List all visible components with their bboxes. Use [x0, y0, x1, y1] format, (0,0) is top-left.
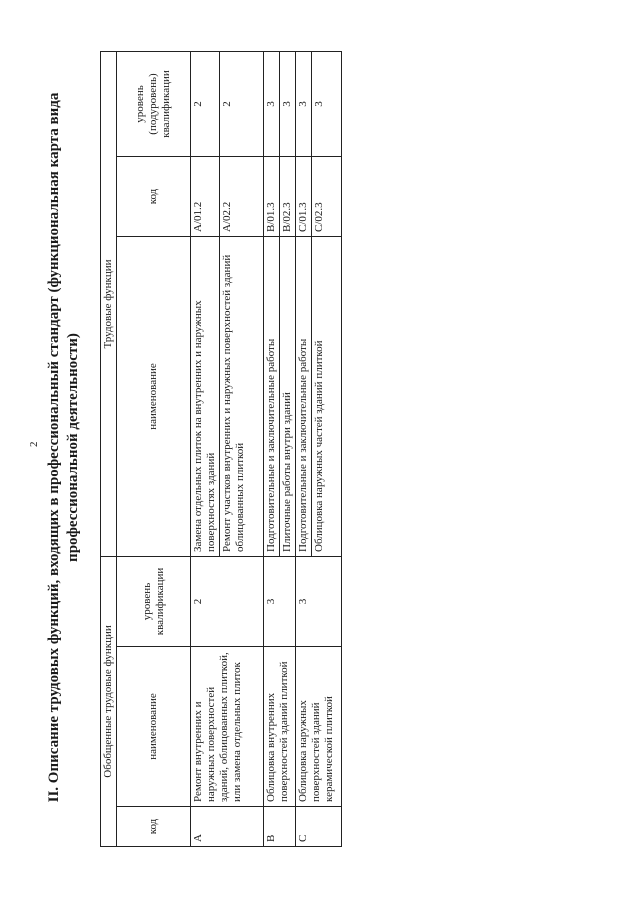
group-level: 2 [191, 556, 264, 646]
function-level: 3 [264, 51, 280, 156]
col-header-level: уровень квалификации [117, 556, 191, 646]
group-name: Облицовка наружных поверхностей зданий керамической плиткой [296, 647, 342, 807]
header-row-1 [101, 51, 117, 846]
function-level: 3 [312, 51, 342, 156]
function-code: B/01.3 [264, 156, 280, 236]
functional-map-table [100, 51, 342, 847]
function-code: A/01.2 [191, 156, 220, 236]
group-name: Облицовка внутренних поверхностей зданий плиткой [264, 647, 296, 807]
col-header-sublevel: уровень (подуровень) квалификации [117, 51, 191, 156]
function-code: A/02.2 [220, 156, 264, 236]
group-name: Ремонт внутренних и наружных поверхностей зданий, облицованных плиткой, или замена отдельных плиток [191, 647, 264, 807]
function-name: Ремонт участков внутренних и наружных поверхностей зданий облицованных плиткой [220, 236, 264, 556]
group-level: 3 [296, 556, 342, 646]
header-row-2 [117, 51, 191, 846]
function-name: Подготовительные и заключительные работы [296, 236, 312, 556]
function-code: C/01.3 [296, 156, 312, 236]
function-name: Подготовительные и заключительные работы [264, 236, 280, 556]
table-row [264, 51, 280, 846]
function-name: Облицовка наружных частей зданий плиткой [312, 236, 342, 556]
function-name: Плиточные работы внутри зданий [280, 236, 296, 556]
col-header-tf-name: наименование [117, 236, 191, 556]
generalized-functions-header: Обобщенные трудовые функции [101, 556, 117, 846]
function-level: 3 [296, 51, 312, 156]
labor-functions-header: Трудовые функции [101, 51, 117, 556]
col-header-code: код [117, 807, 191, 847]
page-number: 2 [28, 441, 40, 447]
heading-line-1: II. Описание трудовых функций, входящих в профессиональный стандарт (функциональная карта вида [46, 92, 62, 803]
group-level: 3 [264, 556, 296, 646]
function-level: 2 [220, 51, 264, 156]
group-code: B [264, 807, 296, 847]
function-level: 3 [280, 51, 296, 156]
function-code: B/02.3 [280, 156, 296, 236]
table-row [191, 51, 220, 846]
group-code: A [191, 807, 264, 847]
table-row [296, 51, 312, 846]
function-code: C/02.3 [312, 156, 342, 236]
col-header-tf-code: код [117, 156, 191, 236]
col-header-name: наименование [117, 647, 191, 807]
function-level: 2 [191, 51, 220, 156]
group-code: C [296, 807, 342, 847]
heading-line-2: профессиональной деятельности) [65, 333, 81, 562]
section-heading [45, 50, 83, 845]
function-name: Замена отдельных плиток на внутренних и наружных поверхностях зданий [191, 236, 220, 556]
